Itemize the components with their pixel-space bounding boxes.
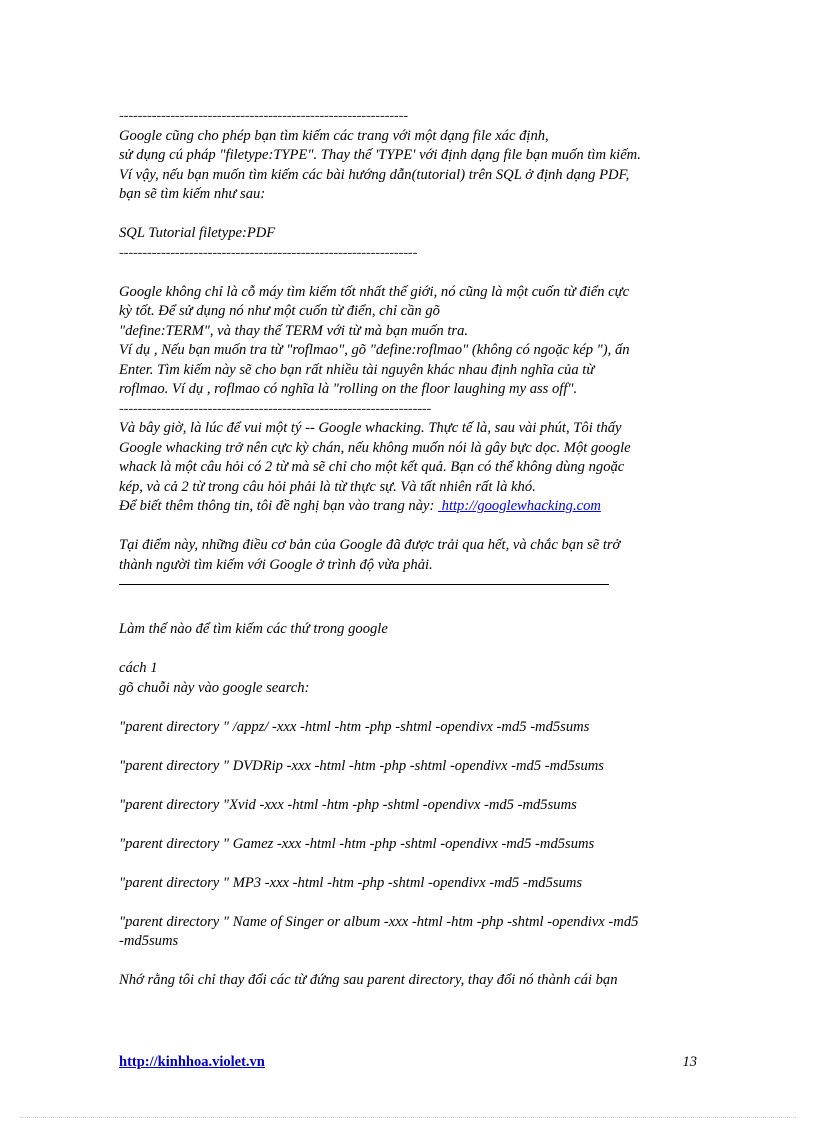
- text-line: sử dụng cú pháp "filetype:TYPE". Thay thế 'TYPE' với định dạng file bạn muốn tìm kiếm.: [119, 147, 641, 163]
- blank-line: [119, 517, 709, 537]
- blank-line: [119, 952, 709, 972]
- search-query: "parent directory " Gamez -xxx -html -htm -php -shtml -opendivx -md5 -md5sums: [119, 835, 595, 852]
- page-content: [119, 107, 709, 991]
- blank-line: [119, 263, 709, 283]
- text-line: Ví vậy, nếu bạn muốn tìm kiếm các bài hướng dẫn(tutorial) trên SQL ở định dạng PDF,: [119, 166, 630, 183]
- page-footer: [119, 1054, 697, 1074]
- page-edge-divider: [20, 1117, 796, 1118]
- method-label: cách 1: [119, 660, 158, 676]
- search-query: "parent directory "Xvid -xxx -html -htm -php -shtml -opendivx -md5 -md5sums: [119, 796, 577, 813]
- footer-link[interactable]: http://kinhhoa.violet.vn: [119, 1054, 265, 1070]
- text-fragment: Để biết thêm thông tin, tôi đề nghị bạn vào trang này:: [119, 498, 435, 514]
- blank-line: [119, 640, 709, 660]
- search-query: "parent directory " DVDRip -xxx -html -htm -php -shtml -opendivx -md5 -md5sums: [119, 757, 604, 774]
- separator-line: -------------------------------------------------------------------: [119, 400, 432, 417]
- text-line: Enter. Tìm kiếm này sẽ cho bạn rất nhiều tài nguyên khác nhau định nghĩa của từ: [119, 361, 595, 378]
- blank-line: [119, 737, 709, 757]
- blank-line: [119, 205, 709, 225]
- blank-line: [119, 854, 709, 874]
- search-query: "parent directory " /appz/ -xxx -html -htm -php -shtml -opendivx -md5 -md5sums: [119, 718, 590, 735]
- separator-line: ----------------------------------------------------------------: [119, 244, 418, 261]
- text-line: [119, 497, 709, 517]
- search-query-continued: -md5sums: [119, 933, 179, 949]
- blank-line: [119, 893, 709, 913]
- instruction-line: gõ chuỗi này vào google search:: [119, 679, 310, 696]
- blank-line: [119, 776, 709, 796]
- text-line: kỳ tốt. Để sử dụng nó như một cuốn từ điển, chỉ cần gõ: [119, 303, 440, 319]
- text-line: thành người tìm kiếm với Google ở trình độ vừa phải.: [119, 556, 433, 573]
- text-line: kép, và cả 2 từ trong câu hỏi phải là từ thực sự. Và tất nhiên rất là khó.: [119, 478, 536, 495]
- filetype-example: SQL Tutorial filetype:PDF: [119, 225, 276, 241]
- section-title: Làm thế nào để tìm kiếm các thứ trong google: [119, 621, 388, 637]
- separator-line: --------------------------------------------------------------: [119, 108, 408, 124]
- text-line: whack là một câu hỏi có 2 từ mà sẽ chỉ cho một kết quả. Bạn có thể không dùng ngoặc: [119, 459, 625, 475]
- googlewhacking-link[interactable]: http://googlewhacking.com: [438, 498, 601, 514]
- text-line: Google whacking trở nên cực kỳ chán, nếu không muốn nói là gây bực dọc. Một google: [119, 439, 631, 456]
- text-line: Tại điểm này, những điều cơ bản của Google đã được trải qua hết, và chắc bạn sẽ trở: [119, 537, 621, 553]
- search-query: "parent directory " Name of Singer or album -xxx -html -htm -php -shtml -opendivx -md5: [119, 913, 639, 930]
- blank-line: [119, 698, 709, 718]
- text-line: "define:TERM", và thay thế TERM với từ mà bạn muốn tra.: [119, 322, 469, 339]
- text-line: Nhớ rằng tôi chỉ thay đổi các từ đứng sau parent directory, thay đổi nó thành cái bạn: [119, 972, 618, 988]
- text-line: roflmao. Ví dụ , roflmao có nghĩa là "rolling on the floor laughing my ass off".: [119, 381, 578, 397]
- text-line: bạn sẽ tìm kiếm như sau:: [119, 186, 266, 202]
- text-line: Ví dụ , Nếu bạn muốn tra từ "roflmao", gõ "define:roflmao" (không có ngoặc kép "), ấn: [119, 342, 630, 358]
- text-line: Google cũng cho phép bạn tìm kiếm các trang với một dạng file xác định,: [119, 127, 549, 144]
- blank-line: [119, 585, 709, 620]
- text-line: Google không chỉ là cỗ máy tìm kiếm tốt nhất thế giới, nó cũng là một cuốn từ điển cực: [119, 283, 630, 300]
- page-number: 13: [682, 1054, 697, 1070]
- search-query: "parent directory " MP3 -xxx -html -htm -php -shtml -opendivx -md5 -md5sums: [119, 874, 583, 891]
- blank-line: [119, 815, 709, 835]
- text-line: Và bây giờ, là lúc để vui một tý -- Google whacking. Thực tế là, sau vài phút, Tôi thấy: [119, 420, 622, 436]
